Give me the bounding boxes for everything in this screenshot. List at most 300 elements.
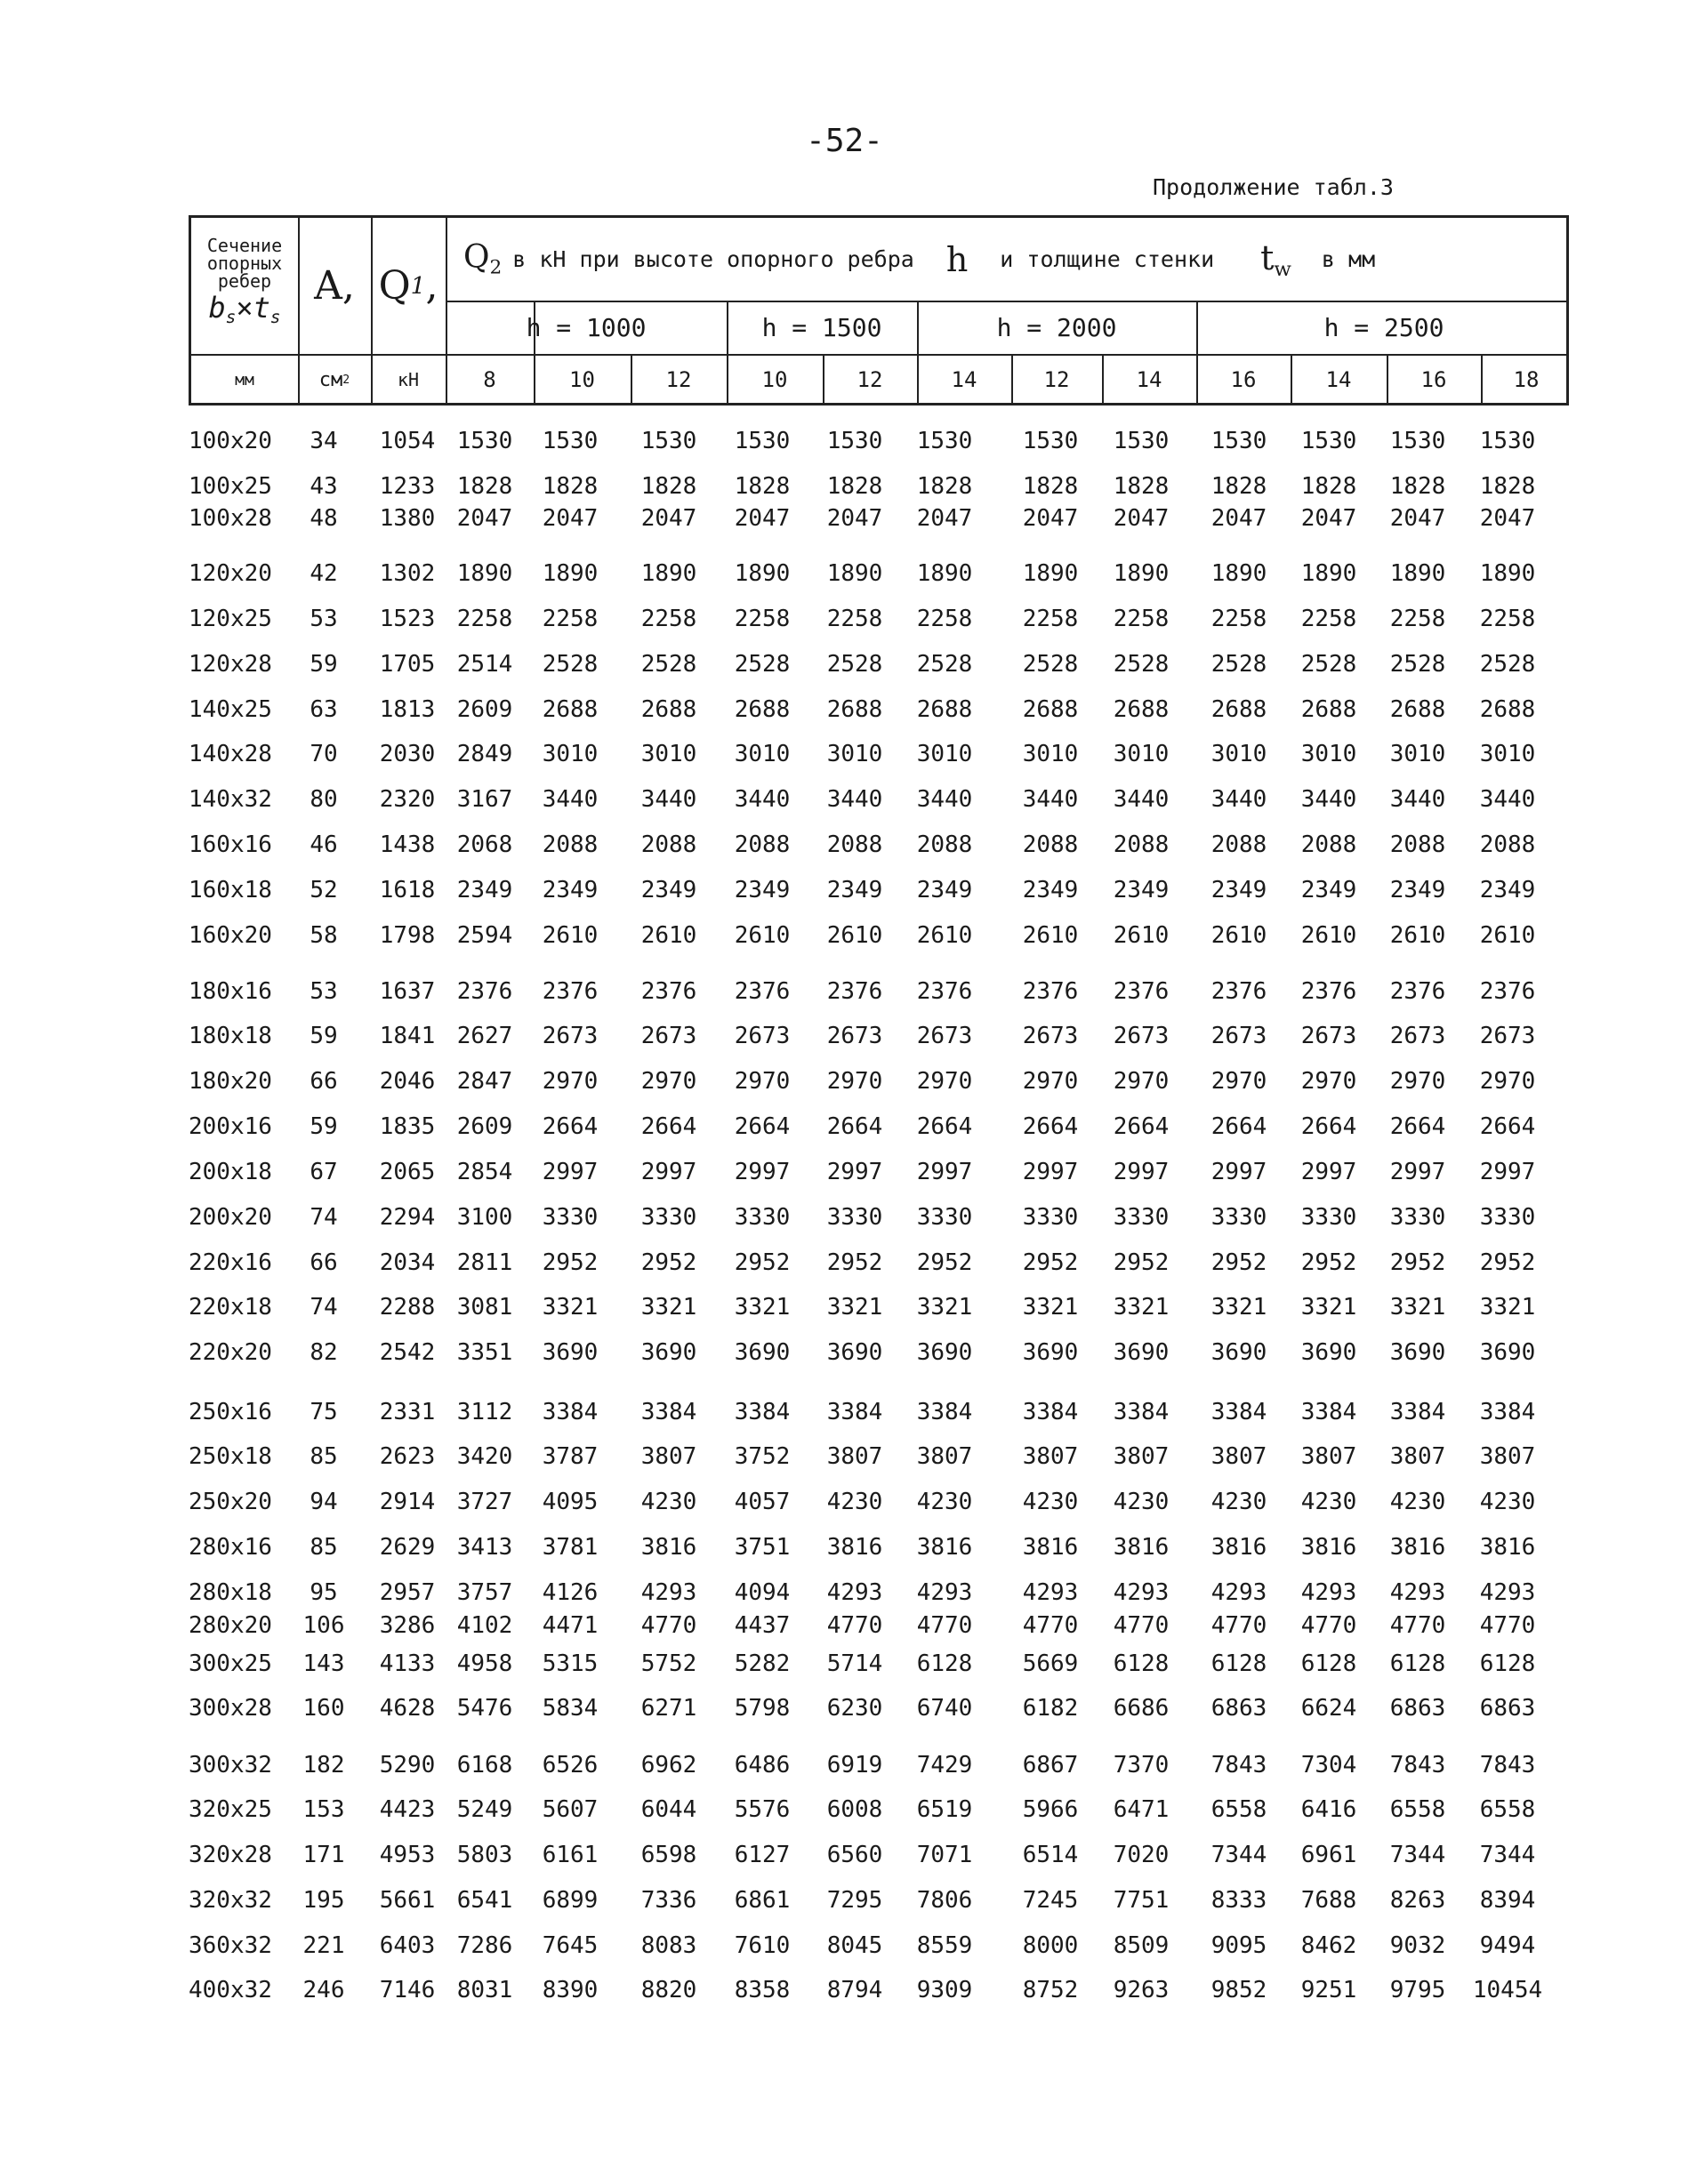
table-row <box>0 502 1689 534</box>
q2-cell: 7336 <box>640 1887 697 1914</box>
q2-cell: 3321 <box>640 1294 697 1321</box>
q2-cell: 2664 <box>1300 1113 1357 1140</box>
q2-cell: 2376 <box>1022 978 1079 1005</box>
table-row <box>0 470 1689 502</box>
q2-cell: 1890 <box>1210 560 1267 587</box>
q2-cell: 7688 <box>1300 1887 1357 1914</box>
q2-cell: 2594 <box>456 922 513 949</box>
section-size-cell: 200x18 <box>189 1159 272 1185</box>
q2-cell: 2970 <box>1300 1068 1357 1095</box>
area-cell: 46 <box>310 831 338 858</box>
q1-symbol <box>371 218 446 354</box>
q2-cell: 3321 <box>1389 1294 1446 1321</box>
section-header-line-1: Сечение <box>206 235 283 257</box>
section-header-line-2: опорных <box>206 253 283 275</box>
q1-cell: 2957 <box>379 1579 436 1606</box>
q2-cell: 3330 <box>542 1204 599 1231</box>
section-size-cell: 320x28 <box>189 1842 272 1868</box>
q2-cell: 2688 <box>1300 696 1357 723</box>
table-row <box>0 1531 1689 1563</box>
q2-cell: 6008 <box>826 1796 883 1823</box>
q2-cell: 4958 <box>456 1650 513 1677</box>
tw-label: 10 <box>761 367 788 392</box>
table-row <box>0 1486 1689 1518</box>
section-size-cell: 180x18 <box>189 1023 272 1049</box>
q2-cell: 2997 <box>916 1159 973 1185</box>
q2-cell: 4057 <box>734 1489 791 1515</box>
area-cell: 42 <box>310 560 338 587</box>
q2-cell: 3321 <box>1022 1294 1079 1321</box>
q2-cell: 3690 <box>826 1339 883 1366</box>
tw-label: 14 <box>1136 367 1162 392</box>
q1-cell: 1705 <box>379 651 436 678</box>
q2-cell: 3384 <box>916 1399 973 1425</box>
q1-cell: 2030 <box>379 741 436 767</box>
q2-cell: 2528 <box>1210 651 1267 678</box>
q2-cell: 2688 <box>734 696 791 723</box>
q2-cell: 1890 <box>826 560 883 587</box>
area-cell: 59 <box>310 1113 338 1140</box>
area-cell: 75 <box>310 1399 338 1425</box>
q2-cell: 3420 <box>456 1443 513 1470</box>
q2-cell: 6182 <box>1022 1695 1079 1722</box>
table-row <box>0 1884 1689 1916</box>
q2-cell: 7304 <box>1300 1752 1357 1779</box>
table-row <box>0 1396 1689 1428</box>
group-label-4: h = 2500 <box>1323 312 1444 342</box>
q1-cell: 4953 <box>379 1842 436 1868</box>
q2-cell: 8333 <box>1210 1887 1267 1914</box>
area-cell: 58 <box>310 922 338 949</box>
q2-cell: 6526 <box>542 1752 599 1779</box>
group-label-1: h = 1000 <box>526 312 647 342</box>
q2-cell: 3440 <box>1389 786 1446 813</box>
table-row <box>0 829 1689 861</box>
q2-cell: 8794 <box>826 1977 883 2003</box>
section-size-cell: 220x16 <box>189 1249 272 1276</box>
q2-cell: 2609 <box>456 696 513 723</box>
q2-symbol-sub: 2 <box>489 256 503 279</box>
q2-cell: 7843 <box>1479 1752 1536 1779</box>
area-cell: 221 <box>302 1932 345 1959</box>
q2-cell: 1530 <box>734 428 791 454</box>
q2-cell: 3384 <box>826 1399 883 1425</box>
q2-cell: 2609 <box>456 1113 513 1140</box>
q2-cell: 3816 <box>916 1534 973 1561</box>
q2-cell: 2258 <box>1113 606 1170 632</box>
q2-cell: 9032 <box>1389 1932 1446 1959</box>
section-header-line-3: ребер <box>217 270 272 293</box>
q2-tw-symbol-main: t <box>1260 237 1275 277</box>
q2-cell: 2610 <box>542 922 599 949</box>
area-cell: 80 <box>310 786 338 813</box>
q2-cell: 2258 <box>1479 606 1536 632</box>
table-row <box>0 1577 1689 1609</box>
q2-cell: 7751 <box>1113 1887 1170 1914</box>
q2-cell: 2088 <box>916 831 973 858</box>
q2-cell: 2528 <box>1300 651 1357 678</box>
area-cell: 48 <box>310 505 338 532</box>
q2-cell: 5315 <box>542 1650 599 1677</box>
q2-cell: 2849 <box>456 741 513 767</box>
q2-cell: 8752 <box>1022 1977 1079 2003</box>
section-size-cell: 120x28 <box>189 651 272 678</box>
q2-cell: 2349 <box>734 877 791 903</box>
area-cell: 52 <box>310 877 338 903</box>
q2-cell: 2688 <box>826 696 883 723</box>
q2-cell: 6899 <box>542 1887 599 1914</box>
q2-cell: 2047 <box>1113 505 1170 532</box>
tw-label: 12 <box>857 367 883 392</box>
tw-label: 8 <box>483 367 496 392</box>
q2-cell: 1890 <box>1022 560 1079 587</box>
section-symbol-t: ×t <box>236 291 270 325</box>
q2-cell: 2952 <box>826 1249 883 1276</box>
q2-cell: 3690 <box>1389 1339 1446 1366</box>
q2-cell: 2952 <box>1479 1249 1536 1276</box>
q2-cell: 3321 <box>826 1294 883 1321</box>
tw-label: 14 <box>1325 367 1352 392</box>
area-cell: 74 <box>310 1294 338 1321</box>
q2-cell: 3010 <box>1300 741 1357 767</box>
q2-cell: 3440 <box>542 786 599 813</box>
q2-cell: 6598 <box>640 1842 697 1868</box>
q2-cell: 1530 <box>1210 428 1267 454</box>
q2-cell: 2688 <box>1210 696 1267 723</box>
area-cell: 182 <box>302 1752 345 1779</box>
q2-cell: 2952 <box>1022 1249 1079 1276</box>
area-cell: 153 <box>302 1796 345 1823</box>
q2-cell: 6867 <box>1022 1752 1079 1779</box>
q2-cell: 4095 <box>542 1489 599 1515</box>
q2-cell: 2349 <box>640 877 697 903</box>
q2-title <box>446 218 1572 301</box>
q2-cell: 2258 <box>734 606 791 632</box>
q2-cell: 3690 <box>916 1339 973 1366</box>
q1-cell: 1523 <box>379 606 436 632</box>
q2-cell: 3807 <box>1389 1443 1446 1470</box>
q2-cell: 6128 <box>1389 1650 1446 1677</box>
table-row <box>0 1111 1689 1143</box>
q2-cell: 2664 <box>542 1113 599 1140</box>
area-cell: 34 <box>310 428 338 454</box>
q2-cell: 6271 <box>640 1695 697 1722</box>
area-symbol: A, <box>314 263 355 309</box>
table-row <box>0 874 1689 906</box>
table-row <box>0 425 1689 457</box>
table-row <box>0 1930 1689 1962</box>
q2-cell: 3010 <box>542 741 599 767</box>
q2-cell: 2376 <box>640 978 697 1005</box>
q2-cell: 2610 <box>1210 922 1267 949</box>
q2-cell: 3807 <box>640 1443 697 1470</box>
q2-cell: 4094 <box>734 1579 791 1606</box>
section-size-cell: 180x20 <box>189 1068 272 1095</box>
q2-cell: 6471 <box>1113 1796 1170 1823</box>
q2-cell: 2627 <box>456 1023 513 1049</box>
q2-cell: 6962 <box>640 1752 697 1779</box>
q2-cell: 8083 <box>640 1932 697 1959</box>
q2-cell: 1890 <box>734 560 791 587</box>
section-size-cell: 360x32 <box>189 1932 272 1959</box>
q2-cell: 3010 <box>1479 741 1536 767</box>
q2-cell: 3440 <box>1479 786 1536 813</box>
q2-cell: 2610 <box>1300 922 1357 949</box>
section-size-cell: 220x18 <box>189 1294 272 1321</box>
q2-cell: 3330 <box>1479 1204 1536 1231</box>
q2-cell: 1530 <box>1300 428 1357 454</box>
q2-cell: 3690 <box>734 1339 791 1366</box>
q1-cell: 1380 <box>379 505 436 532</box>
q2-cell: 1530 <box>826 428 883 454</box>
table-continuation-caption: Продолжение табл.3 <box>1153 174 1394 200</box>
q2-cell: 2610 <box>1479 922 1536 949</box>
q2-cell: 1530 <box>542 428 599 454</box>
q2-cell: 2376 <box>542 978 599 1005</box>
section-size-cell: 100x28 <box>189 505 272 532</box>
q1-cell: 2288 <box>379 1294 436 1321</box>
section-size-cell: 280x20 <box>189 1612 272 1639</box>
q2-cell: 8358 <box>734 1977 791 2003</box>
table-row <box>0 603 1689 635</box>
q2-cell: 2970 <box>916 1068 973 1095</box>
q2-cell: 3321 <box>1210 1294 1267 1321</box>
q2-cell: 5752 <box>640 1650 697 1677</box>
q1-cell: 2034 <box>379 1249 436 1276</box>
q2-cell: 2997 <box>542 1159 599 1185</box>
table-row <box>0 1337 1689 1369</box>
q2-cell: 2349 <box>1389 877 1446 903</box>
q2-cell: 2673 <box>542 1023 599 1049</box>
q2-cell: 2376 <box>1479 978 1536 1005</box>
q2-cell: 2952 <box>1389 1249 1446 1276</box>
section-size-cell: 320x25 <box>189 1796 272 1823</box>
q2-cell: 2349 <box>456 877 513 903</box>
q2-cell: 7286 <box>456 1932 513 1959</box>
q2-cell: 1530 <box>1022 428 1079 454</box>
q2-cell: 2688 <box>1479 696 1536 723</box>
q2-cell: 3690 <box>1113 1339 1170 1366</box>
section-size-cell: 160x18 <box>189 877 272 903</box>
area-unit-exp: 2 <box>342 373 350 387</box>
q2-cell: 2349 <box>826 877 883 903</box>
table-row <box>0 1749 1689 1781</box>
area-cell: 43 <box>310 473 338 500</box>
q2-cell: 4230 <box>916 1489 973 1515</box>
q2-cell: 2088 <box>542 831 599 858</box>
q2-cell: 2349 <box>1479 877 1536 903</box>
q2-cell: 1530 <box>1389 428 1446 454</box>
q2-cell: 3384 <box>1113 1399 1170 1425</box>
q2-cell: 2664 <box>734 1113 791 1140</box>
q2-cell: 8045 <box>826 1932 883 1959</box>
q2-cell: 8394 <box>1479 1887 1536 1914</box>
q2-cell: 1828 <box>916 473 973 500</box>
q2-cell: 9852 <box>1210 1977 1267 2003</box>
q2-cell: 1530 <box>456 428 513 454</box>
q2-cell: 6558 <box>1210 1796 1267 1823</box>
q2-cell: 3807 <box>1479 1443 1536 1470</box>
q2-cell: 7344 <box>1210 1842 1267 1868</box>
q2-cell: 6863 <box>1479 1695 1536 1722</box>
q1-unit: кН <box>397 369 420 390</box>
q2-cell: 4770 <box>1479 1612 1536 1639</box>
q2-cell: 1828 <box>1113 473 1170 500</box>
q2-cell: 6161 <box>542 1842 599 1868</box>
q2-cell: 4770 <box>826 1612 883 1639</box>
q2-cell: 2610 <box>916 922 973 949</box>
q2-cell: 1828 <box>1389 473 1446 500</box>
q2-cell: 2664 <box>1479 1113 1536 1140</box>
table-row <box>0 1291 1689 1323</box>
q1-cell: 1618 <box>379 877 436 903</box>
q2-cell: 6044 <box>640 1796 697 1823</box>
q2-cell: 2528 <box>1113 651 1170 678</box>
q2-cell: 3816 <box>1022 1534 1079 1561</box>
q2-cell: 3816 <box>1479 1534 1536 1561</box>
q1-cell: 2331 <box>379 1399 436 1425</box>
section-symbol-sub2: s <box>269 306 281 327</box>
q2-cell: 2970 <box>1479 1068 1536 1095</box>
q2-cell: 2970 <box>1389 1068 1446 1095</box>
q2-cell: 3330 <box>916 1204 973 1231</box>
q2-cell: 7645 <box>542 1932 599 1959</box>
q2-cell: 3816 <box>1210 1534 1267 1561</box>
q2-h-symbol: h <box>945 239 969 279</box>
q2-cell: 2047 <box>734 505 791 532</box>
table-row <box>0 1839 1689 1871</box>
q2-cell: 2376 <box>916 978 973 1005</box>
section-size-cell: 180x16 <box>189 978 272 1005</box>
q2-cell: 2997 <box>1113 1159 1170 1185</box>
q2-cell: 5834 <box>542 1695 599 1722</box>
q2-cell: 2349 <box>1300 877 1357 903</box>
table-row <box>0 1794 1689 1826</box>
section-symbol-sub1: s <box>225 306 237 327</box>
q2-cell: 1828 <box>1022 473 1079 500</box>
q2-cell: 2528 <box>542 651 599 678</box>
q2-cell: 2997 <box>826 1159 883 1185</box>
section-size-cell: 160x16 <box>189 831 272 858</box>
q2-cell: 2258 <box>1300 606 1357 632</box>
q2-cell: 3807 <box>826 1443 883 1470</box>
q2-cell: 8820 <box>640 1977 697 2003</box>
q1-cell: 1841 <box>379 1023 436 1049</box>
q2-cell: 2258 <box>542 606 599 632</box>
q1-cell: 4628 <box>379 1695 436 1722</box>
q1-cell: 1233 <box>379 473 436 500</box>
q2-cell: 7806 <box>916 1887 973 1914</box>
q2-cell: 5576 <box>734 1796 791 1823</box>
area-cell: 67 <box>310 1159 338 1185</box>
q2-cell: 2673 <box>1300 1023 1357 1049</box>
q2-cell: 6861 <box>734 1887 791 1914</box>
q2-cell: 6558 <box>1479 1796 1536 1823</box>
q2-cell: 2997 <box>1022 1159 1079 1185</box>
q2-cell: 2673 <box>1113 1023 1170 1049</box>
q2-cell: 1828 <box>1210 473 1267 500</box>
q1-cell: 5290 <box>379 1752 436 1779</box>
q2-cell: 2528 <box>1022 651 1079 678</box>
q2-cell: 2047 <box>1300 505 1357 532</box>
section-size-cell: 280x16 <box>189 1534 272 1561</box>
table-row <box>0 1974 1689 2006</box>
q2-cell: 4230 <box>1300 1489 1357 1515</box>
q2-cell: 2088 <box>1022 831 1079 858</box>
q2-cell: 2688 <box>542 696 599 723</box>
q2-cell: 4293 <box>1210 1579 1267 1606</box>
q2-cell: 2088 <box>1479 831 1536 858</box>
q2-cell: 6863 <box>1389 1695 1446 1722</box>
q2-cell: 2528 <box>640 651 697 678</box>
q2-cell: 3384 <box>1022 1399 1079 1425</box>
q2-cell: 2970 <box>734 1068 791 1095</box>
tw-label: 16 <box>1420 367 1447 392</box>
area-cell: 195 <box>302 1887 345 1914</box>
section-size-cell: 220x20 <box>189 1339 272 1366</box>
section-size-cell: 160x20 <box>189 922 272 949</box>
q2-cell: 1890 <box>916 560 973 587</box>
group-label-2: h = 1500 <box>761 312 882 342</box>
q2-cell: 7344 <box>1389 1842 1446 1868</box>
q2-cell: 4471 <box>542 1612 599 1639</box>
q1-cell: 2294 <box>379 1204 436 1231</box>
q2-cell: 4293 <box>640 1579 697 1606</box>
q1-symbol-comma: , <box>425 263 438 309</box>
q1-cell: 5661 <box>379 1887 436 1914</box>
q2-cell: 6519 <box>916 1796 973 1823</box>
q2-cell: 1828 <box>640 473 697 500</box>
q2-cell: 2952 <box>640 1249 697 1276</box>
q2-cell: 4293 <box>1022 1579 1079 1606</box>
q2-cell: 1828 <box>1300 473 1357 500</box>
section-size-cell: 300x28 <box>189 1695 272 1722</box>
table-row <box>0 738 1689 770</box>
q2-cell: 3330 <box>1300 1204 1357 1231</box>
q2-cell: 2376 <box>1389 978 1446 1005</box>
q2-cell: 2047 <box>826 505 883 532</box>
q2-cell: 2952 <box>1300 1249 1357 1276</box>
area-cell: 106 <box>302 1612 345 1639</box>
q2-cell: 1530 <box>1113 428 1170 454</box>
section-symbol-b: b <box>208 291 226 325</box>
q2-cell: 3010 <box>1022 741 1079 767</box>
q2-cell: 4770 <box>1022 1612 1079 1639</box>
q2-cell: 2664 <box>826 1113 883 1140</box>
q2-cell: 3167 <box>456 786 513 813</box>
q1-cell: 2629 <box>379 1534 436 1561</box>
q2-cell: 6740 <box>916 1695 973 1722</box>
q1-cell: 7146 <box>379 1977 436 2003</box>
q2-cell: 3330 <box>826 1204 883 1231</box>
q2-cell: 3321 <box>916 1294 973 1321</box>
table-row <box>0 558 1689 590</box>
q2-cell: 2673 <box>916 1023 973 1049</box>
q2-cell: 3384 <box>1300 1399 1357 1425</box>
q2-cell: 2673 <box>1389 1023 1446 1049</box>
q2-cell: 4293 <box>826 1579 883 1606</box>
q2-cell: 2047 <box>1210 505 1267 532</box>
q2-cell: 2068 <box>456 831 513 858</box>
q2-cell: 3010 <box>734 741 791 767</box>
q2-cell: 3787 <box>542 1443 599 1470</box>
q2-cell: 6128 <box>1479 1650 1536 1677</box>
q2-cell: 6624 <box>1300 1695 1357 1722</box>
section-size-cell: 120x20 <box>189 560 272 587</box>
q1-cell: 1054 <box>379 428 436 454</box>
q2-cell: 2664 <box>640 1113 697 1140</box>
q2-cell: 2970 <box>1022 1068 1079 1095</box>
